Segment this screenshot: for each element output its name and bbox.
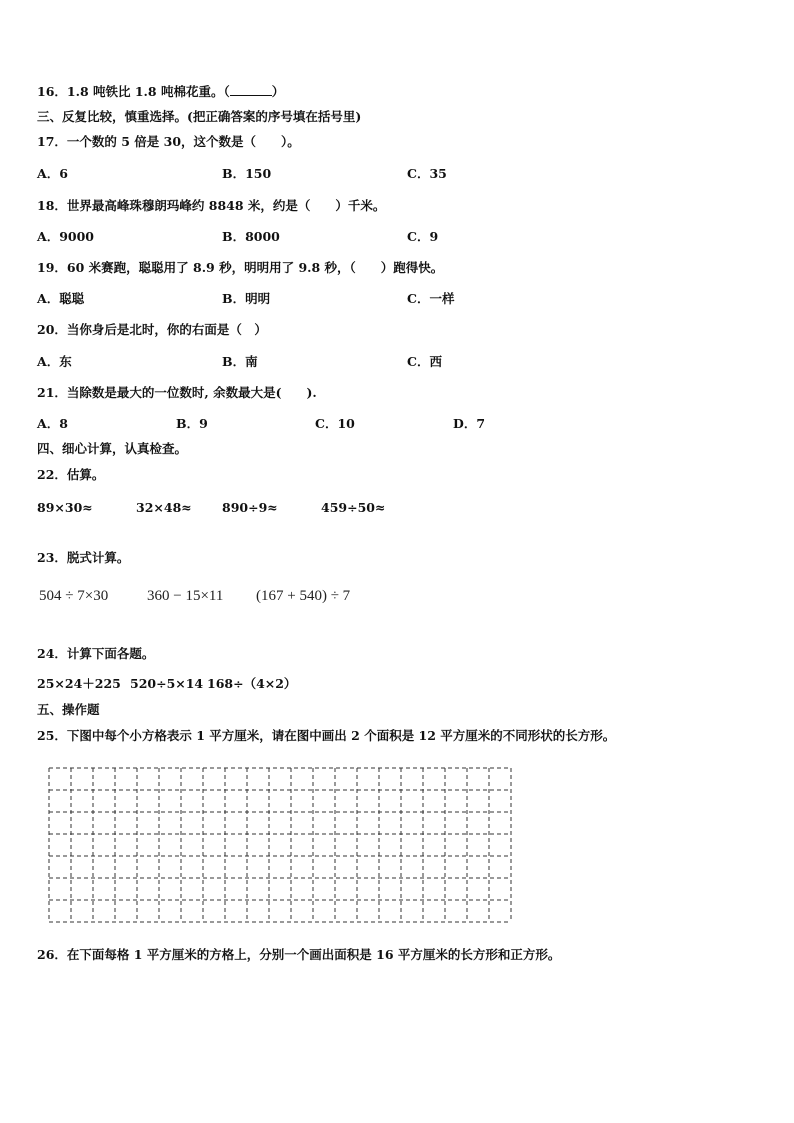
q23-item-1: 504 ÷ 7×30 — [39, 588, 109, 604]
q16-answer-blank[interactable] — [230, 83, 272, 96]
q17-option-b[interactable]: B．150 — [222, 166, 272, 181]
question-18: 18．世界最高峰珠穆朗玛峰约 8848 米，约是（ ）千米。 — [37, 198, 386, 213]
question-22: 22．估算。 — [37, 467, 105, 482]
section-3-title: 三、反复比较，慎重选择。(把正确答案的序号填在括号里) — [37, 109, 362, 124]
q24-item-1: 25×24＋225 — [37, 676, 121, 691]
q24-item-2: 520÷5×14 — [130, 676, 204, 691]
q18-option-a[interactable]: A．9000 — [37, 229, 94, 244]
q21-option-a[interactable]: A．8 — [37, 416, 68, 431]
q18-option-b[interactable]: B．8000 — [222, 229, 280, 244]
q20-option-a[interactable]: A．东 — [37, 354, 72, 369]
dashed-grid[interactable] — [48, 767, 514, 927]
q23-item-2: 360 − 15×11 — [147, 588, 224, 604]
question-26: 26．在下面每格 1 平方厘米的方格上，分别一个画出面积是 16 平方厘米的长方形和正方形。 — [37, 947, 561, 962]
q16-text: 16． — [37, 84, 67, 99]
q18-option-c[interactable]: C．9 — [407, 229, 439, 244]
q16-close-paren: ） — [271, 84, 285, 99]
question-25: 25．下图中每个小方格表示 1 平方厘米，请在图中画出 2 个面积是 12 平方厘米的不同形状的长方形。 — [37, 728, 616, 743]
question-23: 23．脱式计算。 — [37, 550, 130, 565]
q19-option-a[interactable]: A．聪聪 — [37, 291, 85, 306]
question-19: 19．60 米赛跑，聪聪用了 8.9 秒，明明用了 9.8 秒，（ ）跑得快。 — [37, 260, 444, 275]
question-16 — [37, 83, 284, 100]
q16-statement: 1.8 吨铁比 1.8 吨棉花重。（ — [66, 84, 230, 99]
q22-item-2: 32×48≈ — [136, 500, 192, 515]
q24-item-3: 168÷（4×2） — [207, 676, 297, 691]
q22-item-1: 89×30≈ — [37, 500, 93, 515]
q19-option-c[interactable]: C．一样 — [407, 291, 455, 306]
grid-svg[interactable] — [48, 767, 514, 923]
q17-option-c[interactable]: C．35 — [407, 166, 447, 181]
q20-option-c[interactable]: C．西 — [407, 354, 442, 369]
question-17: 17．一个数的 5 倍是 30，这个数是（ ）。 — [37, 134, 300, 149]
q23-item-3: (167 + 540) ÷ 7 — [256, 588, 351, 604]
q20-option-b[interactable]: B．南 — [222, 354, 258, 369]
question-20: 20．当你身后是北时，你的右面是（ ） — [37, 322, 267, 337]
q22-item-4: 459÷50≈ — [321, 500, 386, 515]
q21-option-d[interactable]: D．7 — [453, 416, 486, 431]
q22-item-3: 890÷9≈ — [222, 500, 278, 515]
q21-option-c[interactable]: C．10 — [315, 416, 355, 431]
q17-option-a[interactable]: A．6 — [37, 166, 68, 181]
section-5-title: 五、操作题 — [37, 702, 100, 717]
section-4-title: 四、细心计算，认真检查。 — [37, 441, 188, 456]
question-24: 24．计算下面各题。 — [37, 646, 155, 661]
question-21: 21．当除数是最大的一位数时, 余数最大是( ). — [37, 385, 317, 400]
q19-option-b[interactable]: B．明明 — [222, 291, 271, 306]
q21-option-b[interactable]: B．9 — [176, 416, 208, 431]
